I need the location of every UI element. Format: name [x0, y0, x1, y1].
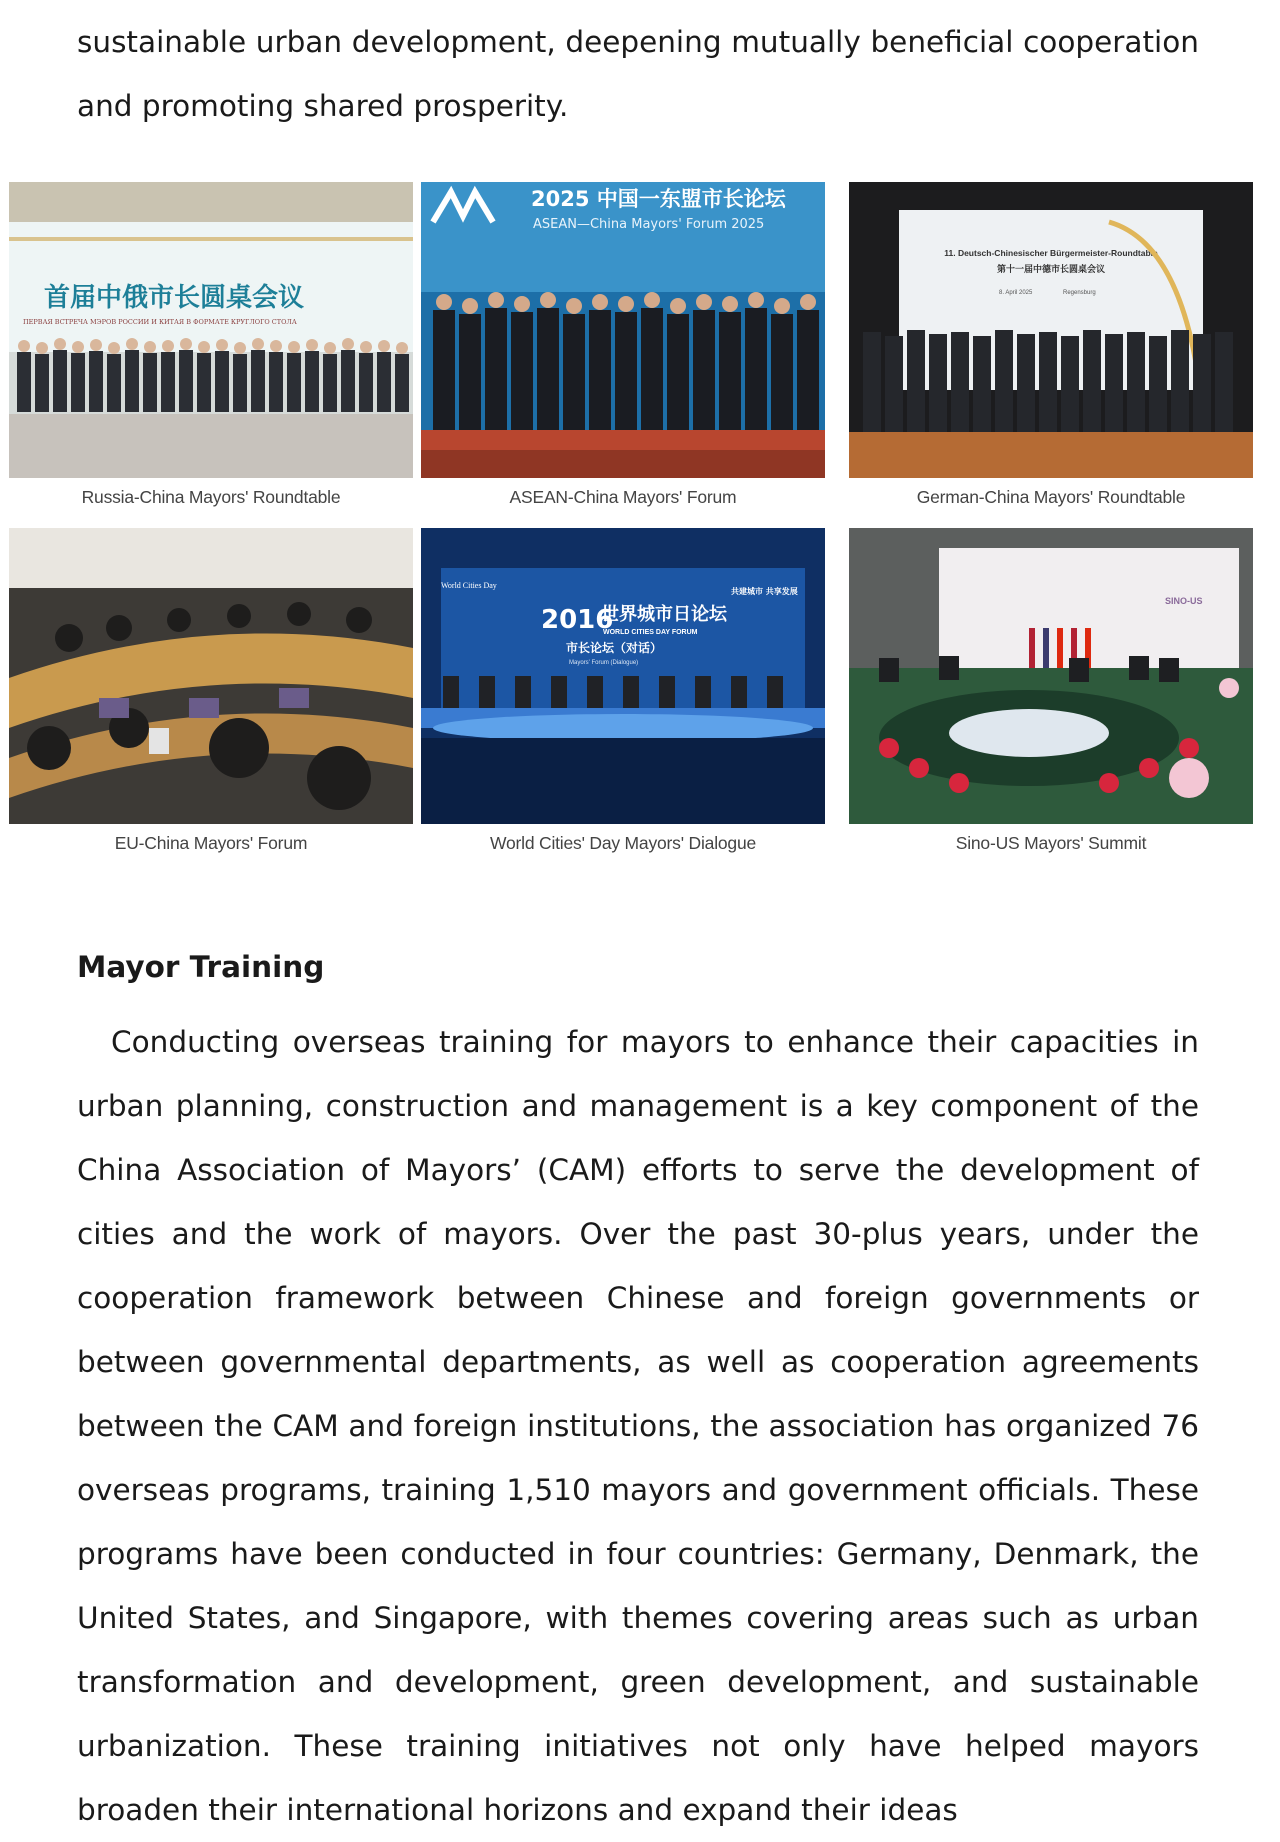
photo-russia-china-roundtable [9, 182, 413, 478]
photo-asean-china-forum [421, 182, 825, 478]
caption-eu-china: EU-China Mayors' Forum [114, 833, 308, 853]
banner-date-text: 8. April 2025 [999, 290, 1033, 296]
section-heading: Mayor Training [77, 950, 325, 984]
banner-sub-cn-text: 市长论坛（对话） [566, 641, 663, 655]
caption-german-china: German-China Mayors' Roundtable [916, 487, 1186, 507]
caption-world-cities-day: World Cities' Day Mayors' Dialogue [489, 833, 757, 853]
caption-russia-china: Russia-China Mayors' Roundtable [81, 487, 341, 507]
banner-en-text: SINO-US [1165, 596, 1203, 606]
caption-sino-us: Sino-US Mayors' Summit [955, 833, 1147, 853]
photo-sino-us-summit [849, 528, 1253, 824]
banner-sub-en-text: Mayors' Forum (Dialogue) [569, 660, 639, 666]
banner-place-text: Regensburg [1063, 290, 1096, 296]
banner-cn-text: 首届中俄市长圆桌会议 [44, 283, 305, 313]
banner-en-text: WORLD CITIES DAY FORUM [603, 629, 698, 636]
banner-cn-text: 第十一届中德市长圆桌会议 [996, 265, 1106, 275]
banner-logo-text: World Cities Day [441, 581, 497, 590]
intro-paragraph: sustainable urban development, deepening mutually beneficial cooperation and promoting shared prosperity. [77, 25, 1199, 123]
caption-asean-china: ASEAN-China Mayors' Forum [509, 487, 737, 507]
banner-cn-text: 世界城市日论坛 [601, 604, 727, 625]
photo-world-cities-day-dialogue [421, 528, 825, 824]
section-body-paragraph: Conducting overseas training for mayors to enhance their capacities in urban planning, construction and management is a key component of the China Association of Mayors’ (CAM) efforts to serve the development of cities and the work of mayors. Over the past 30-plus years, under the cooperation framework between Chinese and foreign governments or between governmental departments, as well as cooperation agreements between the CAM and foreign institutions, the association has organized 76 overseas programs, training 1,510 mayors and government officials. These programs have been conducted in four countries: Germany, Denmark, the United States, and Singapore, with themes covering areas such as urban transformation and development, green development, and sustainable urbanization. These training initiatives not only have helped mayors broaden their international horizons and expand their ideas [77, 1025, 1199, 1827]
banner-ru-text: ПЕРВАЯ ВСТРЕЧА МЭРОВ РОССИИ И КИТАЯ В ФОРМАТЕ КРУГЛОГО СТОЛА [23, 318, 297, 326]
banner-side-cn-text: 共建城市 共享发展 [731, 587, 798, 596]
banner-cn-text: 2025 中国一东盟市长论坛 [531, 187, 786, 211]
photo-german-china-roundtable [849, 182, 1253, 478]
photo-eu-china-forum [9, 528, 413, 824]
banner-year-text: 2016 [541, 605, 614, 635]
banner-en-text: ASEAN—China Mayors' Forum 2025 [533, 217, 765, 232]
banner-de-text: 11. Deutsch-Chinesischer Bürgermeister-Roundtable [944, 248, 1158, 258]
